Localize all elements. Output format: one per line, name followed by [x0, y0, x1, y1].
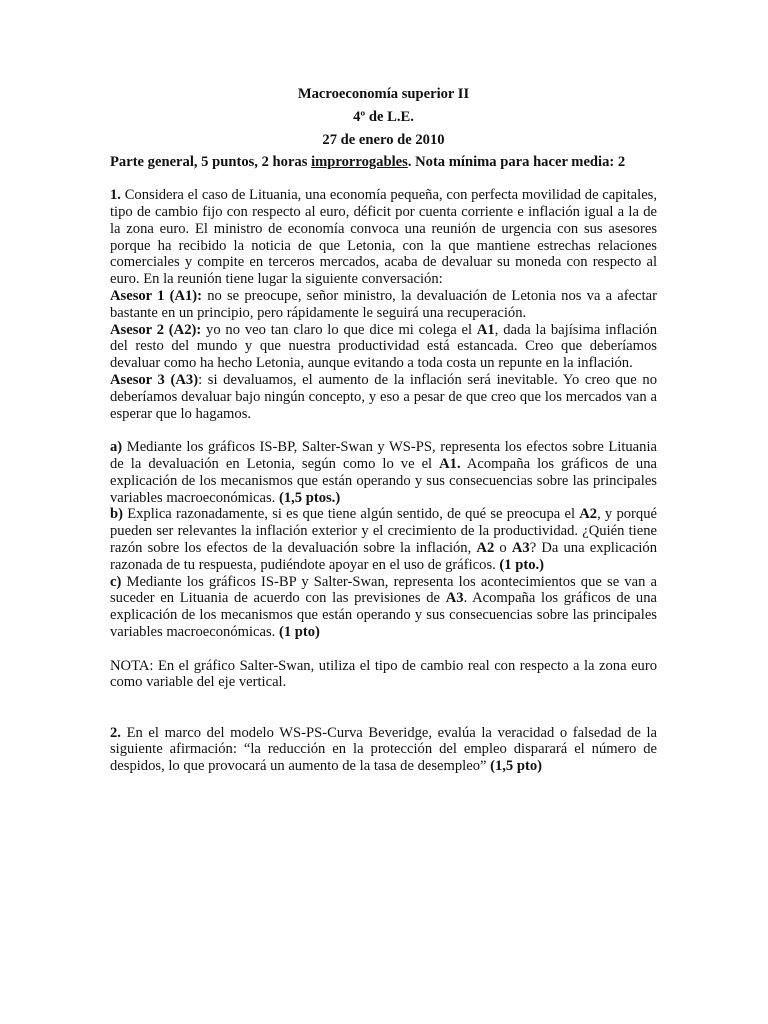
question-1c: c) Mediante los gráficos IS-BP y Salter-Swan, representa los acontecimientos que se van a suceder en Lituania de acuerdo con las previsiones de A3. Acompaña los gráficos de una explicación de los mecanismos que están operando y sus consecuencias sobre las principales variables macroeconómicas. (1 pto)	[110, 573, 657, 640]
advisor-2-statement: Asesor 2 (A2): yo no veo tan claro lo que dice mi colega el A1, dada la bajísima inflación del resto del mundo y que nuestra productividad está estancada. Creo que deberíamos devaluar como ha hecho Letonia, aunque evitando a toda costa un repunte en la inflación.	[110, 321, 657, 372]
subquestion-label: c)	[110, 573, 122, 590]
points-label: (1 pto.)	[499, 556, 545, 573]
subquestion-label: b)	[110, 506, 123, 523]
exam-course: 4º de L.E.	[353, 108, 414, 125]
emphasis-underlined: improrrogables	[311, 154, 408, 171]
general-instructions: Parte general, 5 puntos, 2 horas improrrogables. Nota mínima para hacer media: 2	[110, 154, 626, 171]
points-label: (1,5 ptos.)	[278, 489, 341, 506]
question-1-intro: 1. Considera el caso de Lituania, una economía pequeña, con perfecta movilidad de capitales, tipo de cambio fijo con respecto al euro, déficit por cuenta corriente e inflación igual a la de la zona euro. El ministro de economía convoca una reunión de urgencia con sus asesores porque ha recibido la noticia de que Letonia, con la que mantiene estrechas relaciones comerciales y compite en terceros mercados, acaba de devaluar su moneda con respecto al euro. En la reunión tiene lugar la siguiente conversación:	[110, 187, 657, 288]
question-1a: a) Mediante los gráficos IS-BP, Salter-Swan y WS-PS, representa los efectos sobre Lituania de la devaluación en Letonia, según como lo ve el A1. Acompaña los gráficos de una explicación de los mecanismos que están operando y sus consecuencias sobre las principales variables macroeconómicas. (1,5 ptos.)	[110, 439, 658, 506]
exam-date: 27 de enero de 2010	[322, 131, 445, 148]
exam-page	[110, 86, 657, 775]
advisor-label: Asesor 1 (A1):	[110, 287, 202, 304]
points-label: (1 pto)	[278, 623, 320, 640]
question-number: 2.	[110, 724, 121, 741]
advisor-label: Asesor 3 (A3)	[110, 371, 199, 388]
advisor-1-statement: Asesor 1 (A1): no se preocupe, señor ministro, la devaluación de Letonia nos va a afectar bastante en un principio, pero rápidamente le seguirá una recuperación.	[110, 287, 657, 321]
question-1b: b) Explica razonadamente, si es que tiene algún sentido, de qué se preocupa el A2, y porqué pueden ser relevantes la inflación exterior y el crecimiento de la productividad. ¿Quién tiene razón sobre los efectos de la devaluación sobre la inflación, A2 o A3? Da una explicación razonada de tu respuesta, pudiéndote apoyar en el uso de gráficos. (1 pto.)	[110, 506, 657, 573]
exam-title: Macroeconomía superior II	[297, 86, 470, 102]
advisor-3-statement: Asesor 3 (A3): si devaluamos, el aumento de la inflación será inevitable. Yo creo que no deberíamos devaluar bajo ningún concepto, y eso a pesar de que creo que los mercados van a esperar que lo hagamos.	[110, 371, 657, 422]
question-number: 1.	[110, 187, 121, 204]
note-paragraph: NOTA: En el gráfico Salter-Swan, utiliza el tipo de cambio real con respecto a la zona euro como variable del eje vertical.	[110, 657, 657, 691]
question-2: 2. En el marco del modelo WS-PS-Curva Beveridge, evalúa la veracidad o falsedad de la siguiente afirmación: “la reducción en la protección del empleo disparará el número de despidos, lo que provocará un aumento de la tasa de desempleo” (1,5 pto)	[110, 724, 657, 775]
subquestion-label: a)	[110, 439, 123, 456]
advisor-label: Asesor 2 (A2):	[110, 321, 202, 338]
points-label: (1,5 pto)	[490, 758, 543, 775]
